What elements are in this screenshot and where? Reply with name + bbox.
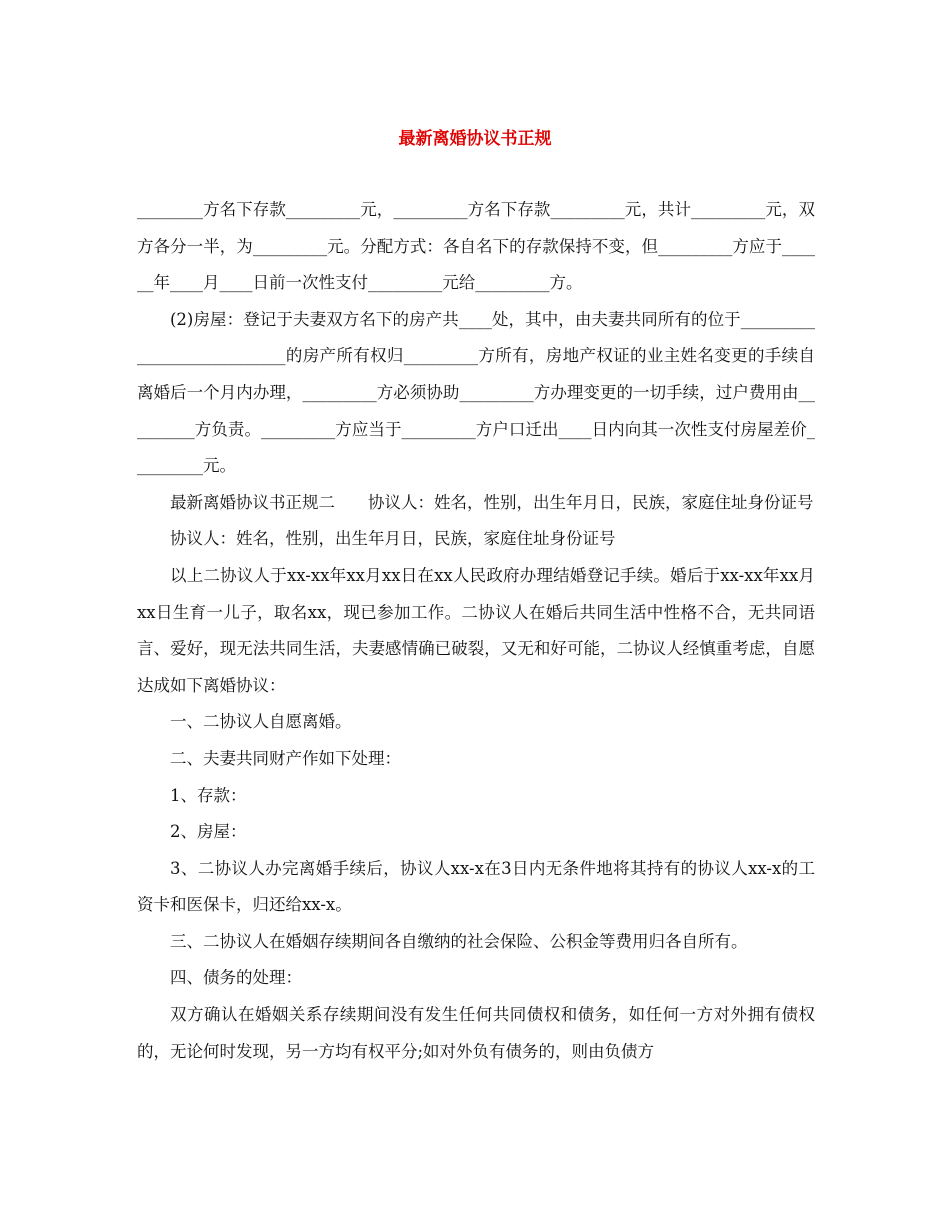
paragraph-item-cards: 3、二协议人办完离婚手续后，协议人xx-x在3日内无条件地将其持有的协议人xx-x的工资卡和医保卡，归还给xx-x。 (137, 858, 815, 915)
paragraph-house: (2)房屋：登记于夫妻双方名下的房产共____处，其中，由夫妻共同所有的位于___________________________的房产所有权归_________方所有，房地产权证的业主姓名变更的手续自离婚后一个月内办理，_________方必须协助_________方办理变更的一切手续，过户费用由_________方负责。_________方应当于_________方户口迁出____日内向其一次性支付房屋差价_________元。 (137, 309, 815, 476)
paragraph-background: 以上二协议人于xx-xx年xx月xx日在xx人民政府办理结婚登记手续。婚后于xx-xx年xx月xx日生育一儿子，取名xx，现已参加工作。二协议人在婚后共同生活中性格不合，无共同语言、爱好，现无法共同生活，夫妻感情确已破裂，又无和好可能，二协议人经慎重考虑，自愿达成如下离婚协议： (137, 565, 815, 695)
paragraph-clause-three: 三、二协议人在婚姻存续期间各自缴纳的社会保险、公积金等费用归各自所有。 (170, 931, 748, 951)
document-title: 最新离婚协议书正规 (398, 129, 552, 149)
document-body (137, 192, 815, 1070)
paragraph-party-info: 协议人：姓名，性别，出生年月日，民族，家庭住址身份证号 (170, 529, 616, 549)
paragraph-clause-one: 一、二协议人自愿离婚。 (170, 712, 352, 732)
paragraph-item-house: 2、房屋： (170, 822, 247, 842)
paragraph-debts: 双方确认在婚姻关系存续期间没有发生任何共同债权和债务，如任何一方对外拥有债权的，无论何时发现，另一方均有权平分;如对外负有债务的，则由负债方 (137, 1005, 815, 1061)
paragraph-savings-split: ________方名下存款_________元，_________方名下存款_________元，共计_________元，双方各分一半，为_________元。分配方式：各自名下的存款保持不变，但_________方应于______年____月____日前一次性支付_________元给_________方。 (137, 200, 815, 293)
paragraph-clause-four: 四、债务的处理： (170, 968, 302, 988)
paragraph-item-savings: 1、存款： (170, 785, 247, 805)
paragraph-clause-two: 二、夫妻共同财产作如下处理： (170, 748, 401, 768)
paragraph-section-two-heading: 最新离婚协议书正规二 协议人：姓名，性别，出生年月日，民族，家庭住址身份证号 (170, 492, 814, 512)
